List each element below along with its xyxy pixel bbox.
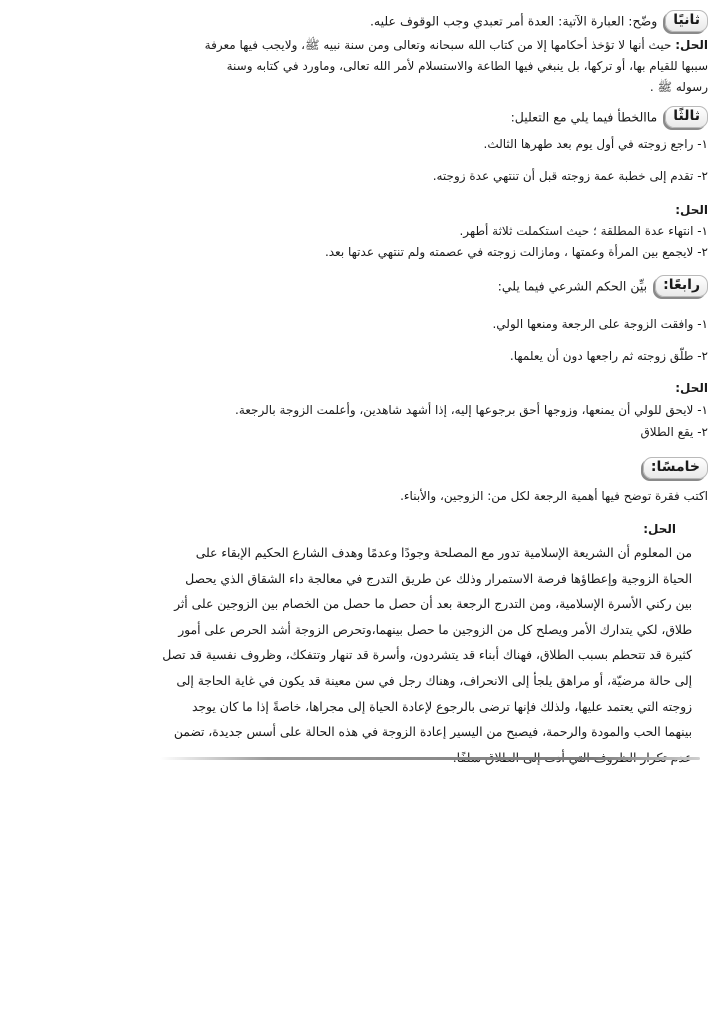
- solution-label: الحل:: [675, 38, 708, 52]
- paragraph-line: طلاق، لكي يتدارك الأمر ويصلح كل من الزوجين ما حصل بينهما،وتحرص الزوجة أشد الحرص على أمور: [178, 622, 692, 637]
- section-second-heading: [14, 10, 708, 32]
- section-third-solution-item-1: ١- انتهاء عدة المطلقة ؛ حيث استكملت ثلاثة أطهر.: [459, 224, 708, 238]
- section-fifth-question: اكتب فقرة توضح فيها أهمية الرجعة لكل من: الزوجين، والأبناء.: [400, 489, 708, 503]
- section-fourth-solution-label: الحل:: [675, 381, 708, 395]
- section-second-solution-line-1: [14, 38, 708, 55]
- paragraph-line: كثيرة قد تتحطم بسبب الطلاق، فهناك أبناء قد يتشردون، وأسرة قد تنهار وتتفكك، وظروف نفسية قد تصل: [162, 648, 692, 663]
- section-fourth-question: بيِّن الحكم الشرعي فيما يلي:: [497, 278, 648, 294]
- paragraph-line: زوجته التي يعتمد عليها، ولذلك فإنها ترضى بالرجوع لإعادة الحياة إلى مجراها، خاصةً إذا ما كان يوجد: [191, 699, 692, 714]
- solution-text: حيث أنها لا تؤخذ أحكامها إلا من كتاب الله سبحانه وتعالى ومن سنة نبيه ﷺ، ولايجب فيها معرفة: [204, 38, 672, 52]
- section-fourth-solution-item-2: ٢- يقع الطلاق: [640, 425, 708, 439]
- paragraph-line: بين ركني الأسرة الإسلامية، ومن التدرج الرجعة بعد أن حصل ما حصل من الخصام بين الزوجين على أثر: [174, 597, 692, 612]
- section-badge-fourth: رابعًا:: [655, 275, 708, 297]
- paragraph-line: بينهما الحب والمودة والرحمة، فيصبح من اليسير إعادة الزوجة في هذه الحالة على أسس جديدة، تضمن: [173, 725, 692, 740]
- section-fourth-item-1: ١- وافقت الزوجة على الرجعة ومنعها الولي.: [492, 317, 708, 331]
- paragraph-line: من المعلوم أن الشريعة الإسلامية تدور مع المصلحة وجودًا وعدمًا وهدف الشارع الحكيم الإبقاء على: [195, 546, 692, 560]
- section-badge-fifth: خامسًا:: [643, 457, 708, 479]
- section-third-question: ماالخطأ فيما يلي مع التعليل:: [510, 109, 658, 125]
- section-fifth-heading: [14, 457, 708, 479]
- section-fourth-item-2: ٢- طلّق زوجته ثم راجعها دون أن يعلمها.: [509, 349, 708, 363]
- paragraph-line: إلى حالة مرضيّة، أو مراهق يلجأ إلى الانحراف، وهناك رجل في سن معينة قد يكون في غاية الحاجة إلى: [176, 673, 692, 688]
- section-third-heading: [14, 106, 708, 128]
- section-fifth-paragraph: [26, 541, 692, 771]
- section-third-item-1: ١- راجع زوجته في أول يوم بعد طهرها الثالث.: [483, 137, 708, 151]
- section-fifth-solution-label: الحل:: [643, 522, 676, 536]
- section-fourth-solution-item-1: ١- لايحق للولي أن يمنعها، وزوجها أحق برجوعها إليه، إذا أشهد شاهدين، وأعلمت الزوجة بالرجعة.: [235, 403, 708, 417]
- section-third-item-2: ٢- تقدم إلى خطبة عمة زوجته قبل أن تنتهي عدة زوجته.: [432, 169, 708, 183]
- section-badge-second: ثانيًا: [665, 10, 708, 32]
- section-second-solution-line-2: سببها للقيام بها، أو تركها، بل ينبغي فيها الطاعة والاستسلام لأمر الله تعالى، وماورد في كتابه وسنة: [226, 59, 708, 73]
- section-third-solution-item-2: ٢- لايجمع بين المرأة وعمتها ، ومازالت زوجته في عصمته ولم تنتهي عدتها بعد.: [324, 245, 708, 259]
- paragraph-line: الحياة الزوجية وإعطاؤها فرصة الاستمرار وذلك عن طريق التدرج في معالجة داء الشقاق الذي يحصل: [185, 571, 692, 586]
- section-fourth-heading: [14, 275, 708, 297]
- section-second-solution-line-3: رسوله ﷺ .: [649, 80, 708, 94]
- section-badge-third: ثالثًا: [665, 106, 708, 128]
- section-third-solution-label: الحل:: [675, 203, 708, 217]
- bottom-divider: [160, 757, 700, 760]
- section-second-question: وضّح: العبارة الآتية: العدة أمر تعبدي وجب الوقوف عليه.: [369, 13, 658, 29]
